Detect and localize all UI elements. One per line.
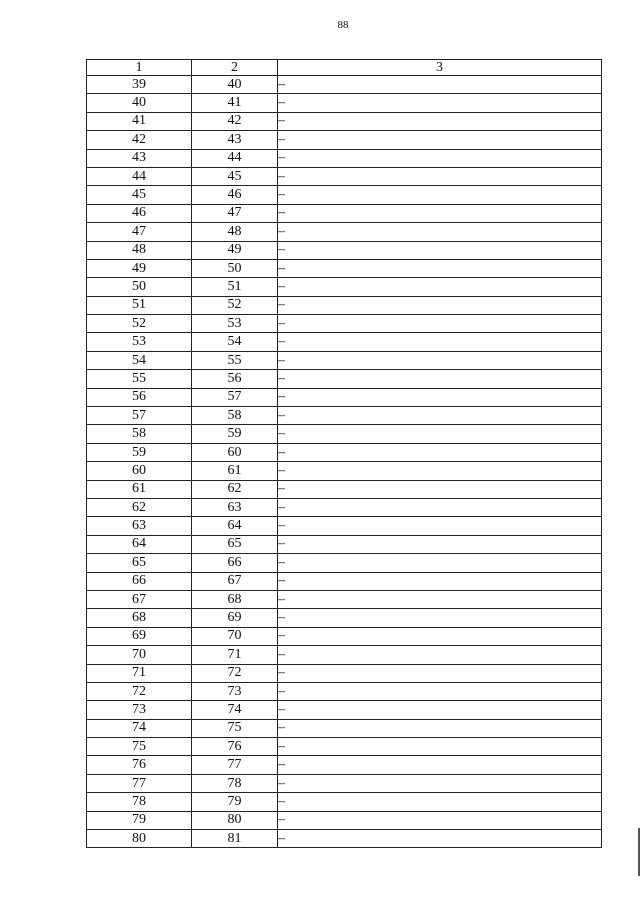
table-cell-col-2: 57	[192, 388, 278, 406]
table-cell-col-1: 63	[87, 517, 192, 535]
table-body	[87, 76, 602, 848]
table-row	[87, 572, 602, 590]
table-cell-col-2: 79	[192, 793, 278, 811]
table-cell-col-3: –	[278, 480, 602, 498]
table-cell-col-1: 48	[87, 241, 192, 259]
table-cell-col-1: 49	[87, 259, 192, 277]
table-cell-col-3: –	[278, 646, 602, 664]
table-cell-col-2: 78	[192, 774, 278, 792]
table-cell-col-1: 77	[87, 774, 192, 792]
table-row	[87, 443, 602, 461]
table-cell-col-3: –	[278, 462, 602, 480]
table-cell-col-3: –	[278, 112, 602, 130]
table-row	[87, 94, 602, 112]
table-cell-col-3: –	[278, 498, 602, 516]
table-cell-col-1: 41	[87, 112, 192, 130]
table-cell-col-3: –	[278, 811, 602, 829]
table-row	[87, 241, 602, 259]
table-cell-col-3: –	[278, 719, 602, 737]
table-cell-col-2: 67	[192, 572, 278, 590]
table-cell-col-1: 70	[87, 646, 192, 664]
table-row	[87, 112, 602, 130]
table-cell-col-1: 58	[87, 425, 192, 443]
table-cell-col-1: 57	[87, 407, 192, 425]
table-cell-col-2: 59	[192, 425, 278, 443]
table-cell-col-1: 44	[87, 167, 192, 185]
table-row	[87, 719, 602, 737]
table-row	[87, 774, 602, 792]
table-cell-col-3: –	[278, 278, 602, 296]
table-cell-col-3: –	[278, 554, 602, 572]
table-row	[87, 351, 602, 369]
table-row	[87, 590, 602, 608]
page-number: 88	[337, 19, 349, 31]
table-row	[87, 462, 602, 480]
table-row	[87, 609, 602, 627]
table-cell-col-1: 79	[87, 811, 192, 829]
table-cell-col-2: 60	[192, 443, 278, 461]
table-cell-col-1: 47	[87, 223, 192, 241]
table-cell-col-2: 75	[192, 719, 278, 737]
table-cell-col-2: 43	[192, 131, 278, 149]
table-cell-col-2: 63	[192, 498, 278, 516]
table-cell-col-3: –	[278, 756, 602, 774]
table-row	[87, 830, 602, 848]
table-cell-col-1: 69	[87, 627, 192, 645]
table-cell-col-2: 70	[192, 627, 278, 645]
table-cell-col-3: –	[278, 186, 602, 204]
table-cell-col-2: 80	[192, 811, 278, 829]
table-cell-col-3: –	[278, 535, 602, 553]
table-row	[87, 149, 602, 167]
table-cell-col-2: 81	[192, 830, 278, 848]
table-cell-col-3: –	[278, 94, 602, 112]
table-cell-col-2: 41	[192, 94, 278, 112]
table-row	[87, 76, 602, 94]
table-cell-col-3: –	[278, 296, 602, 314]
table-cell-col-1: 65	[87, 554, 192, 572]
table-cell-col-3: –	[278, 315, 602, 333]
column-header-2: 2	[192, 60, 278, 76]
table-cell-col-3: –	[278, 738, 602, 756]
table-cell-col-2: 46	[192, 186, 278, 204]
table-cell-col-2: 61	[192, 462, 278, 480]
table-cell-col-3: –	[278, 830, 602, 848]
table-cell-col-3: –	[278, 407, 602, 425]
table-cell-col-3: –	[278, 351, 602, 369]
table-cell-col-3: –	[278, 627, 602, 645]
table-cell-col-1: 66	[87, 572, 192, 590]
table-cell-col-2: 53	[192, 315, 278, 333]
table-cell-col-3: –	[278, 590, 602, 608]
table-cell-col-2: 77	[192, 756, 278, 774]
table-row	[87, 664, 602, 682]
table-row	[87, 204, 602, 222]
table-cell-col-3: –	[278, 793, 602, 811]
table-row	[87, 646, 602, 664]
table-row	[87, 425, 602, 443]
table-cell-col-3: –	[278, 443, 602, 461]
table-row	[87, 296, 602, 314]
table-row	[87, 535, 602, 553]
table-cell-col-3: –	[278, 241, 602, 259]
table-cell-col-1: 40	[87, 94, 192, 112]
table-cell-col-3: –	[278, 425, 602, 443]
table-cell-col-2: 62	[192, 480, 278, 498]
table-cell-col-2: 69	[192, 609, 278, 627]
table-cell-col-1: 72	[87, 682, 192, 700]
table-row	[87, 370, 602, 388]
table-cell-col-1: 73	[87, 701, 192, 719]
table-cell-col-2: 52	[192, 296, 278, 314]
table-cell-col-2: 56	[192, 370, 278, 388]
table-cell-col-1: 76	[87, 756, 192, 774]
table-cell-col-2: 45	[192, 167, 278, 185]
table-header-row	[87, 60, 602, 76]
table-cell-col-3: –	[278, 167, 602, 185]
table-cell-col-1: 74	[87, 719, 192, 737]
table-cell-col-1: 46	[87, 204, 192, 222]
table-cell-col-3: –	[278, 774, 602, 792]
table-cell-col-3: –	[278, 370, 602, 388]
table-cell-col-1: 39	[87, 76, 192, 94]
table-row	[87, 756, 602, 774]
column-header-3: 3	[278, 60, 602, 76]
table-cell-col-2: 49	[192, 241, 278, 259]
table-row	[87, 407, 602, 425]
table-row	[87, 627, 602, 645]
table-cell-col-1: 53	[87, 333, 192, 351]
table-row	[87, 498, 602, 516]
table-cell-col-2: 66	[192, 554, 278, 572]
table-row	[87, 480, 602, 498]
table-row	[87, 388, 602, 406]
table-row	[87, 682, 602, 700]
table-cell-col-2: 50	[192, 259, 278, 277]
table-cell-col-2: 44	[192, 149, 278, 167]
table-cell-col-2: 76	[192, 738, 278, 756]
table-cell-col-3: –	[278, 204, 602, 222]
table-cell-col-3: –	[278, 131, 602, 149]
table-cell-col-2: 40	[192, 76, 278, 94]
table-cell-col-1: 54	[87, 351, 192, 369]
table-cell-col-3: –	[278, 223, 602, 241]
table-cell-col-1: 71	[87, 664, 192, 682]
table-row	[87, 278, 602, 296]
table-cell-col-1: 50	[87, 278, 192, 296]
table-cell-col-2: 42	[192, 112, 278, 130]
table-cell-col-1: 78	[87, 793, 192, 811]
table-cell-col-3: –	[278, 517, 602, 535]
table-cell-col-2: 72	[192, 664, 278, 682]
table-cell-col-3: –	[278, 682, 602, 700]
table-cell-col-3: –	[278, 259, 602, 277]
table-cell-col-2: 73	[192, 682, 278, 700]
table-cell-col-2: 71	[192, 646, 278, 664]
table-cell-col-2: 68	[192, 590, 278, 608]
table-cell-col-3: –	[278, 664, 602, 682]
table-cell-col-1: 62	[87, 498, 192, 516]
table-row	[87, 738, 602, 756]
table-row	[87, 186, 602, 204]
table-cell-col-1: 45	[87, 186, 192, 204]
table-row	[87, 131, 602, 149]
table-row	[87, 701, 602, 719]
table-row	[87, 223, 602, 241]
table-row	[87, 167, 602, 185]
column-header-1: 1	[87, 60, 192, 76]
table-cell-col-2: 58	[192, 407, 278, 425]
table-cell-col-1: 59	[87, 443, 192, 461]
table-row	[87, 554, 602, 572]
table-cell-col-3: –	[278, 701, 602, 719]
table-header	[87, 60, 602, 76]
table-cell-col-1: 43	[87, 149, 192, 167]
table-row	[87, 315, 602, 333]
table-cell-col-3: –	[278, 609, 602, 627]
table-cell-col-1: 42	[87, 131, 192, 149]
table-cell-col-3: –	[278, 388, 602, 406]
table-row	[87, 259, 602, 277]
table-row	[87, 333, 602, 351]
table-cell-col-3: –	[278, 333, 602, 351]
table-cell-col-3: –	[278, 149, 602, 167]
table-cell-col-2: 51	[192, 278, 278, 296]
table-cell-col-1: 68	[87, 609, 192, 627]
table-cell-col-1: 75	[87, 738, 192, 756]
table-cell-col-1: 56	[87, 388, 192, 406]
table-row	[87, 517, 602, 535]
table-cell-col-1: 61	[87, 480, 192, 498]
table-cell-col-2: 65	[192, 535, 278, 553]
table-cell-col-2: 74	[192, 701, 278, 719]
table-cell-col-2: 55	[192, 351, 278, 369]
table-cell-col-1: 64	[87, 535, 192, 553]
table-cell-col-1: 80	[87, 830, 192, 848]
data-table	[86, 59, 602, 848]
table-cell-col-2: 54	[192, 333, 278, 351]
table-cell-col-1: 51	[87, 296, 192, 314]
table-cell-col-3: –	[278, 76, 602, 94]
table-cell-col-1: 52	[87, 315, 192, 333]
table-row	[87, 793, 602, 811]
table-cell-col-2: 48	[192, 223, 278, 241]
table-cell-col-2: 47	[192, 204, 278, 222]
table-row	[87, 811, 602, 829]
table-cell-col-2: 64	[192, 517, 278, 535]
table-cell-col-1: 55	[87, 370, 192, 388]
table-cell-col-1: 60	[87, 462, 192, 480]
table-cell-col-3: –	[278, 572, 602, 590]
table-cell-col-1: 67	[87, 590, 192, 608]
